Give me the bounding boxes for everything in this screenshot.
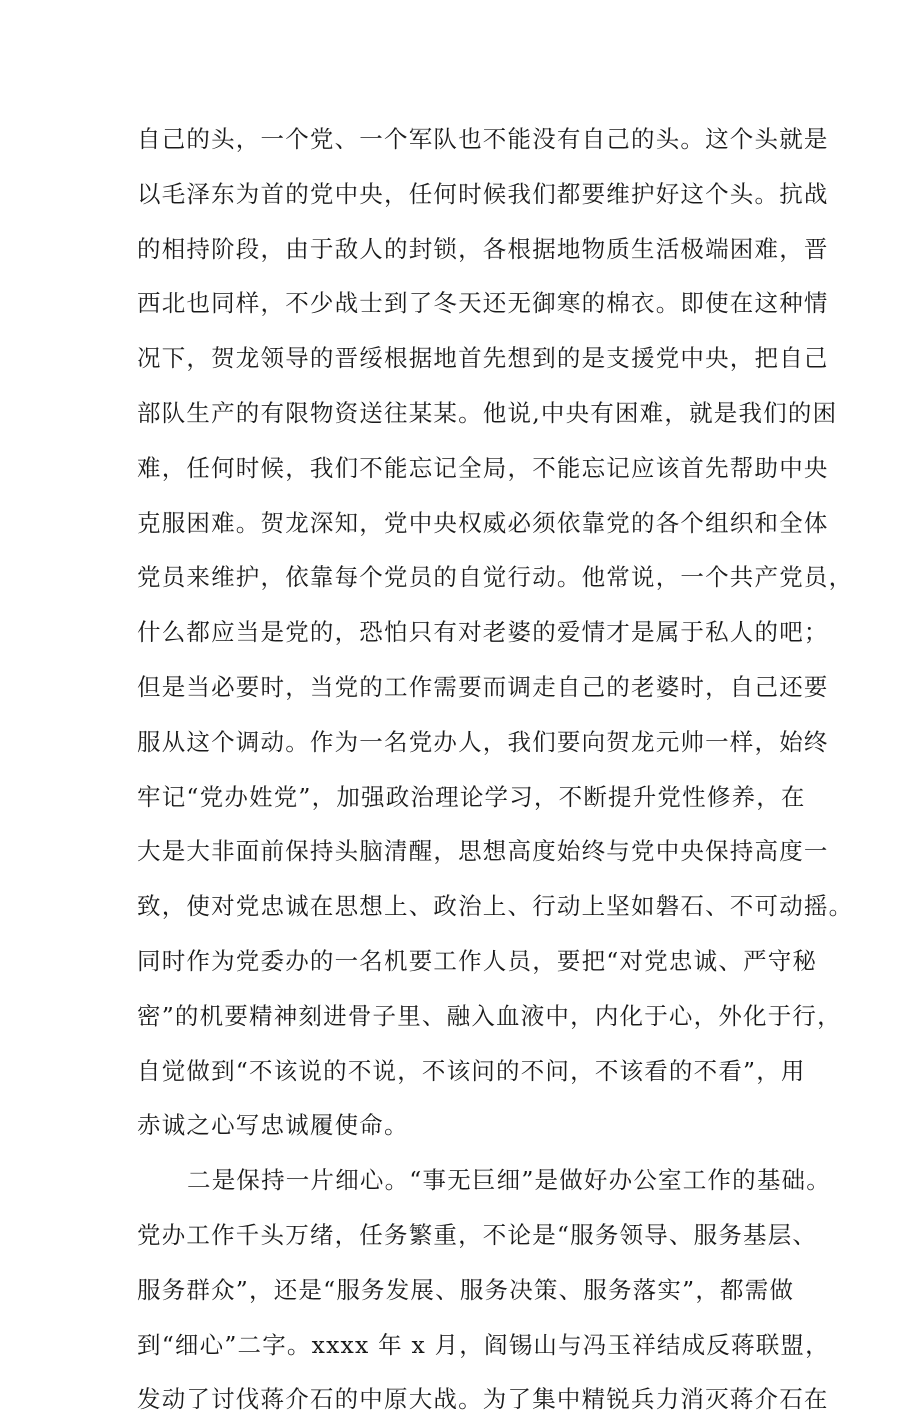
body-text <box>137 112 854 1427</box>
text-line: 到“细心”二字。xxxx 年 x 月，阎锡山与冯玉祥结成反蒋联盟， <box>137 1330 830 1359</box>
text-line: 牢记“党办姓党”，加强政治理论学习，不断提升党性修养，在 <box>137 782 806 811</box>
text-line: 发动了讨伐蒋介石的中原大战。为了集中精锐兵力消灭蒋介石在 <box>137 1385 829 1414</box>
text-line: 西北也同样，不少战士到了冬天还无御寒的棉衣。即使在这种情 <box>137 289 829 318</box>
text-line: 服从这个调动。作为一名党办人，我们要向贺龙元帅一样，始终 <box>137 727 829 756</box>
text-line: 自己的头，一个党、一个军队也不能没有自己的头。这个头就是 <box>137 125 829 153</box>
text-line: 密”的机要精神刻进骨子里、融入血液中，内化于心，外化于行， <box>137 1001 842 1030</box>
text-line: 况下，贺龙领导的晋绥根据地首先想到的是支援党中央，把自己 <box>137 344 829 373</box>
paragraph-start-line: 二是保持一片细心。“事无巨细”是做好办公室工作的基础。 <box>187 1166 831 1195</box>
text-line: 自觉做到“不该说的不说，不该问的不问，不该看的不看”，用 <box>137 1056 806 1085</box>
text-line: 党员来维护，依靠每个党员的自觉行动。他常说，一个共产党员， <box>137 563 854 592</box>
text-line: 赤诚之心写忠诚履使命。 <box>137 1111 409 1140</box>
text-line: 什么都应当是党的，恐怕只有对老婆的爱情才是属于私人的吧； <box>137 618 829 647</box>
text-line: 但是当必要时，当党的工作需要而调走自己的老婆时，自己还要 <box>137 672 829 701</box>
text-line: 以毛泽东为首的党中央，任何时候我们都要维护好这个头。抗战 <box>137 179 829 208</box>
text-line: 致，使对党忠诚在思想上、政治上、行动上坚如磐石、不可动摇。 <box>137 892 854 921</box>
text-line: 部队生产的有限物资送往某某。他说,中央有困难，就是我们的困 <box>137 398 838 427</box>
text-line: 大是大非面前保持头脑清醒，思想高度始终与党中央保持高度一 <box>137 837 829 866</box>
text-line: 同时作为党委办的一名机要工作人员，要把“对党忠诚、严守秘 <box>137 946 818 975</box>
text-line: 难，任何时候，我们不能忘记全局，不能忘记应该首先帮助中央 <box>137 453 829 482</box>
text-line: 党办工作千头万绪，任务繁重，不论是“服务领导、服务基层、 <box>137 1220 818 1249</box>
text-line: 服务群众”，还是“服务发展、服务决策、服务落实”，都需做 <box>137 1275 795 1304</box>
text-line: 克服困难。贺龙深知，党中央权威必须依靠党的各个组织和全体 <box>137 508 829 537</box>
text-line: 的相持阶段，由于敌人的封锁，各根据地物质生活极端困难，晋 <box>137 234 829 263</box>
